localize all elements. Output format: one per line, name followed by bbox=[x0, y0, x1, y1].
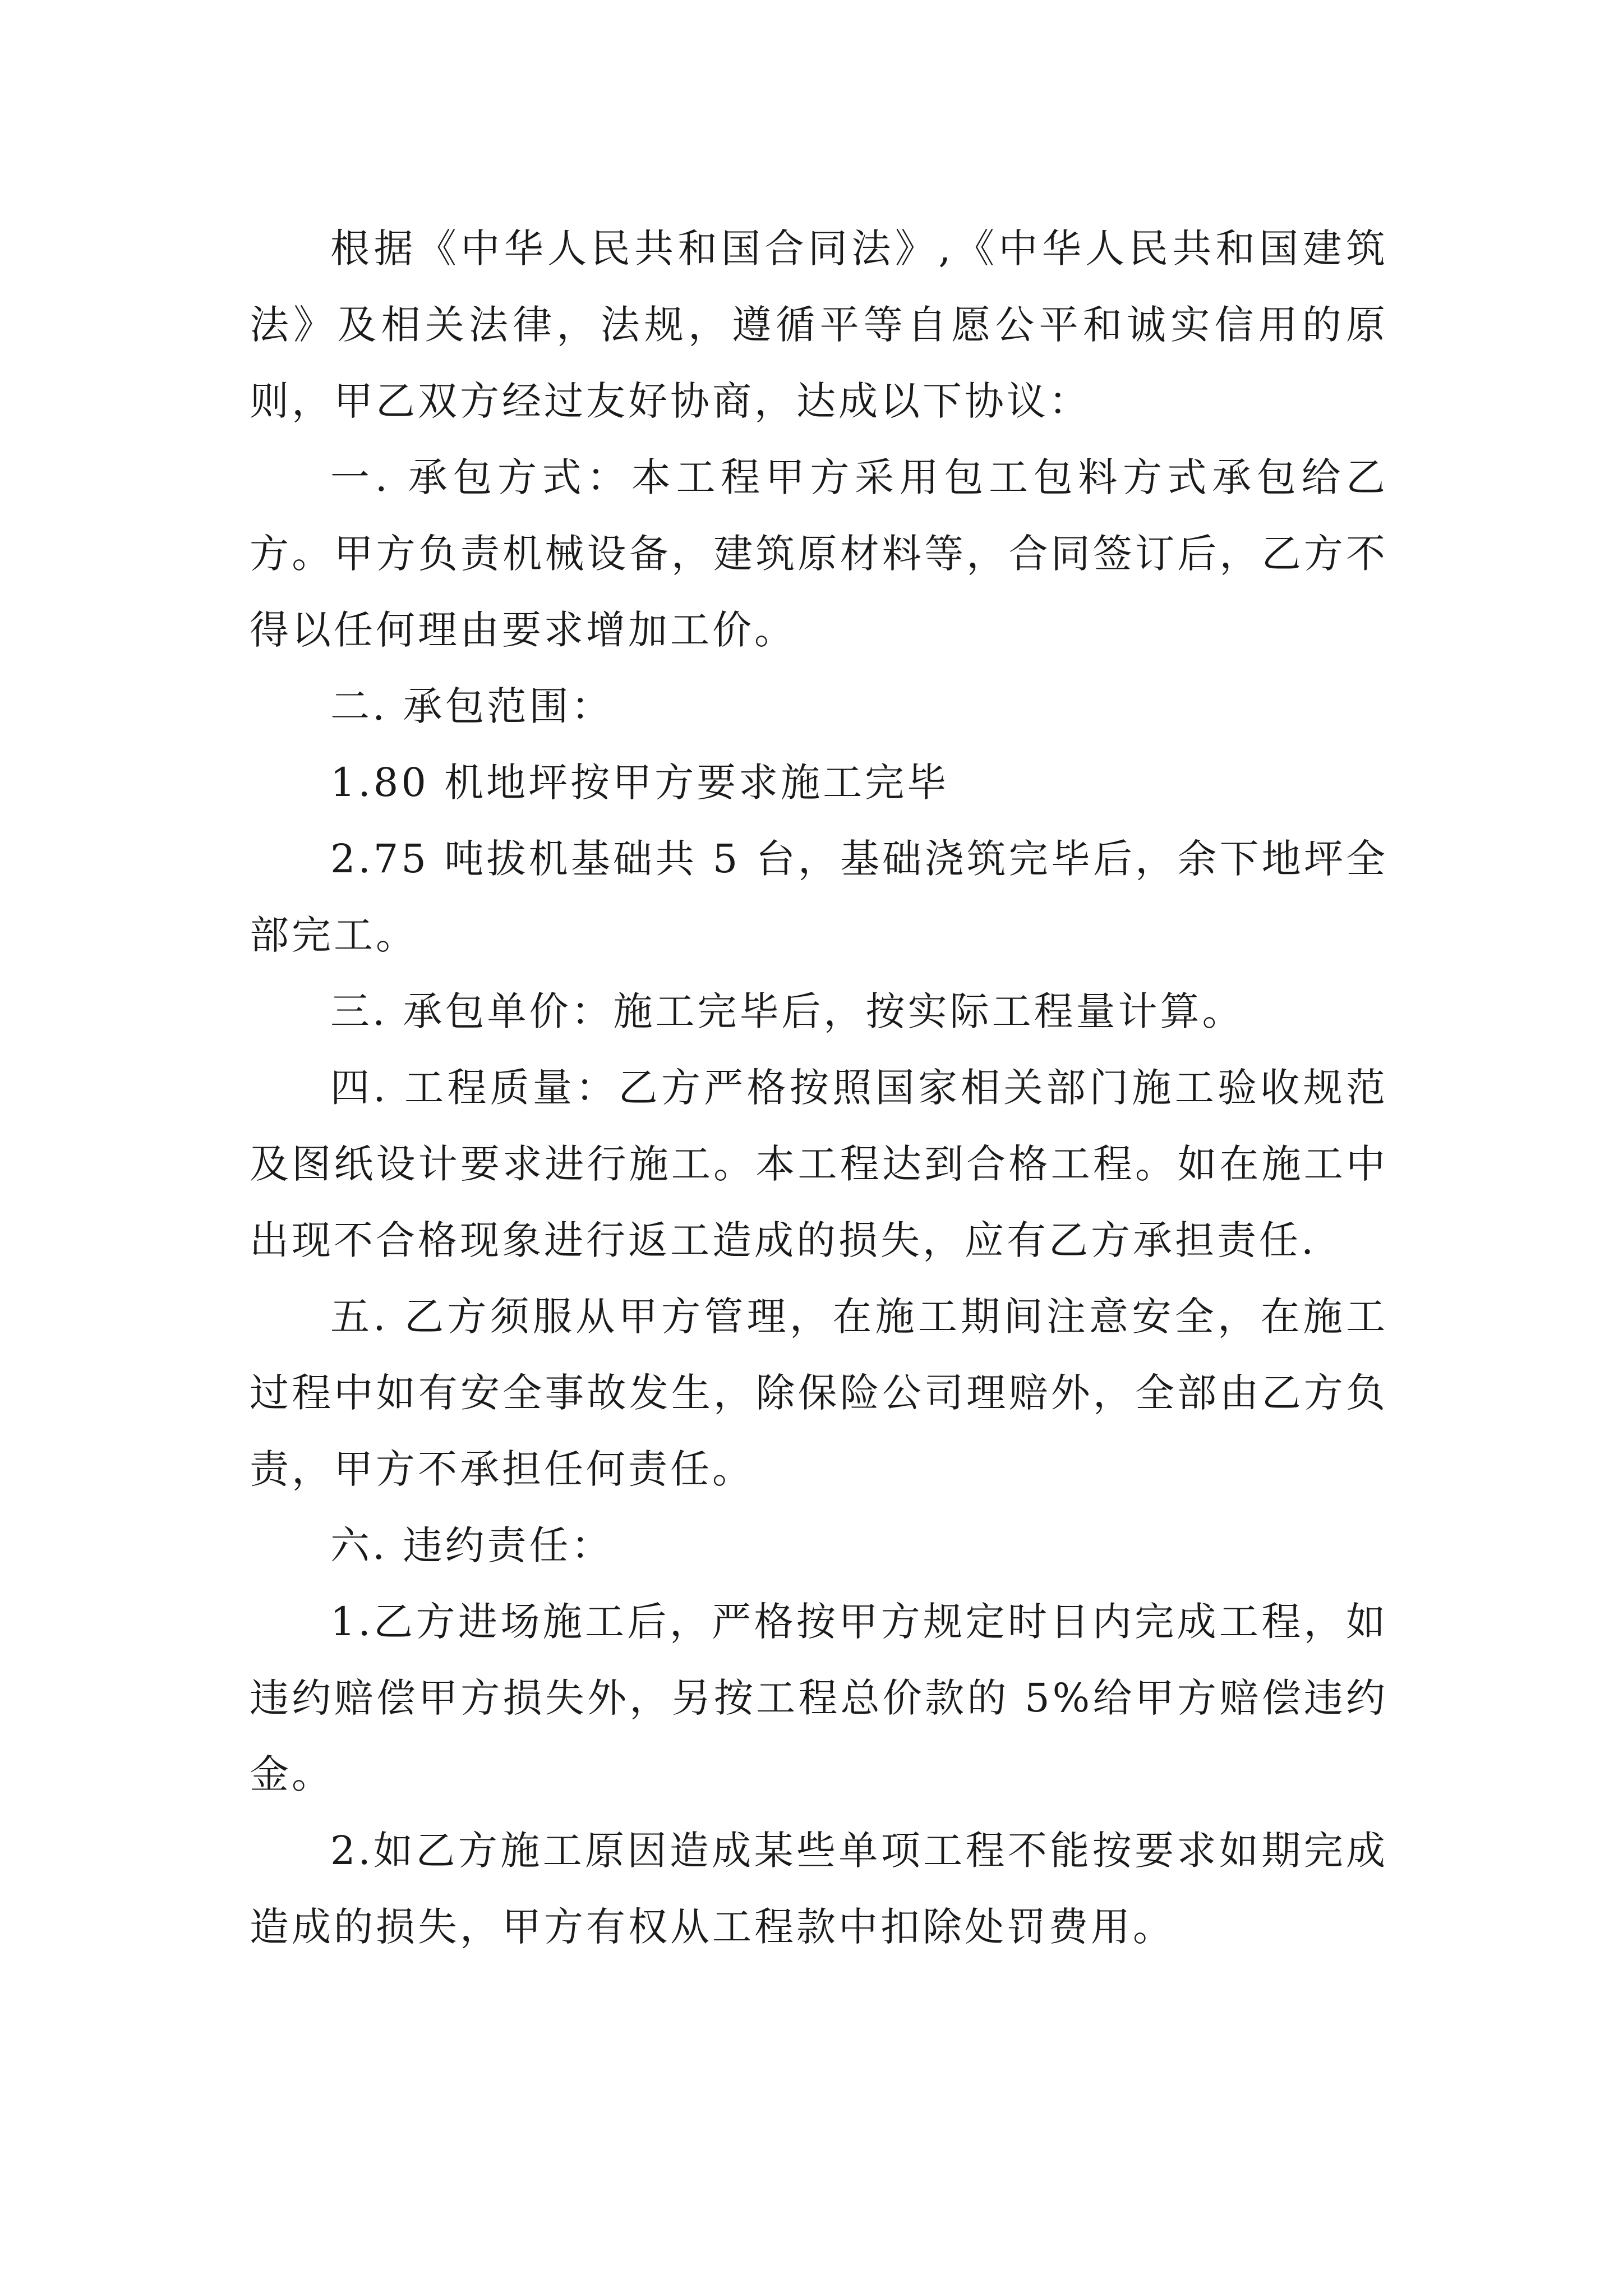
paragraph-scope-item-2: 2.75 吨拔机基础共 5 台，基础浇筑完毕后，余下地坪全部完工。 bbox=[250, 836, 1388, 958]
paragraph-scope-heading: 二. 承包范围： bbox=[330, 683, 614, 729]
paragraph-scope-item-1: 1.80 机地坪按甲方要求施工完毕 bbox=[330, 760, 949, 806]
paragraph-liability-item-1: 1.乙方进场施工后，严格按甲方规定时日内完成工程，如违约赔偿甲方损失外，另按工程总价款的 5%给甲方赔偿违约金。 bbox=[250, 1599, 1388, 1797]
paragraph-liability-item-2: 2.如乙方施工原因造成某些单项工程不能按要求如期完成造成的损失，甲方有权从工程款中扣除处罚费用。 bbox=[250, 1828, 1388, 1950]
document-body bbox=[250, 210, 1388, 1965]
paragraph-preamble: 根据《中华人民共和国合同法》,《中华人民共和国建筑法》及相关法律，法规，遵循平等自愿公平和诚实信用的原则，甲乙双方经过友好协商，达成以下协议： bbox=[250, 226, 1388, 424]
paragraph-unit-price: 三. 承包单价：施工完毕后，按实际工程量计算。 bbox=[330, 988, 1244, 1034]
paragraph-liability-heading: 六. 违约责任： bbox=[330, 1522, 614, 1568]
paragraph-quality: 四. 工程质量：乙方严格按照国家相关部门施工验收规范及图纸设计要求进行施工。本工程达到合格工程。如在施工中出现不合格现象进行返工造成的损失，应有乙方承担责任. bbox=[250, 1065, 1388, 1263]
paragraph-contract-method: 一. 承包方式：本工程甲方采用包工包料方式承包给乙方。甲方负责机械设备，建筑原材料等，合同签订后，乙方不得以任何理由要求增加工价。 bbox=[250, 454, 1388, 653]
paragraph-safety: 五. 乙方须服从甲方管理，在施工期间注意安全，在施工过程中如有安全事故发生，除保险公司理赔外，全部由乙方负责，甲方不承担任何责任。 bbox=[250, 1294, 1388, 1492]
